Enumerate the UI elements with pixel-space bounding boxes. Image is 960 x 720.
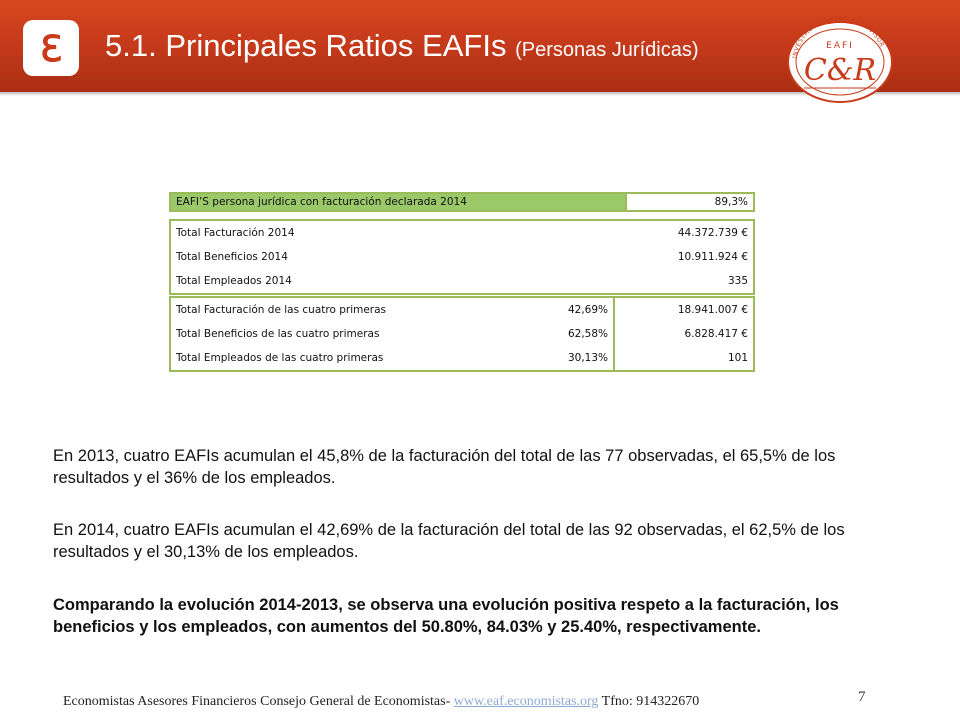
table-row [170, 322, 754, 346]
total-value: 44.372.739 € [677, 227, 748, 239]
eafi-cr-seal-logo [774, 2, 906, 106]
table-row [170, 346, 754, 371]
declared-value: 89,3% [626, 193, 754, 211]
economistas-logo-icon [29, 26, 73, 70]
footer-phone: Tfno: 914322670 [598, 694, 700, 709]
table-row [170, 220, 754, 245]
totals-table [169, 219, 755, 295]
seal-top-text: EAFI [826, 41, 854, 51]
top-four-value: 6.828.417 € [684, 328, 748, 340]
top-four-percent: 42,69% [533, 297, 614, 322]
table-row [170, 297, 754, 322]
top-four-percent: 62,58% [533, 322, 614, 346]
total-value: 10.911.924 € [677, 251, 748, 263]
top-four-label: Total Facturación de las cuatro primeras [176, 304, 387, 316]
paragraph-2014: En 2014, cuatro EAFIs acumulan el 42,69% de la facturación del total de las 92 observadas, el 62,5% de los resultados y el 30,13% de los empleados. [53, 520, 845, 561]
footer-text: Economistas Asesores Financieros Consejo General de Economistas- [63, 694, 454, 709]
top-four-value: 101 [727, 352, 748, 364]
top-four-value: 18.941.007 € [677, 304, 748, 316]
paragraph-comparison: Comparando la evolución 2014-2013, se observa una evolución positiva respeto a la facturación, los beneficios y los empleados, con aumentos del 50.80%, 84.03% y 25.40%, respectivamente. [53, 595, 839, 636]
top-four-table [169, 296, 755, 372]
eafi-declared-table [169, 192, 755, 212]
total-value: 335 [727, 275, 748, 287]
footer-link[interactable]: www.eaf.economistas.org [453, 694, 599, 709]
seal-monogram: C&R [803, 53, 877, 88]
table-row [170, 193, 754, 211]
logo-glyph: ℇ [39, 28, 63, 70]
page-number: 7 [858, 689, 866, 705]
page-title [105, 28, 698, 64]
paragraph-2013: En 2013, cuatro EAFIs acumulan el 45,8% de la facturación del total de las 77 observadas, el 65,5% de los resultados y el 36% de los empleados. [53, 446, 836, 487]
total-label: Total Beneficios 2014 [176, 251, 288, 263]
top-four-percent: 30,13% [533, 346, 614, 371]
top-four-label: Total Beneficios de las cuatro primeras [176, 328, 380, 340]
top-four-label: Total Empleados de las cuatro primeras [176, 352, 384, 364]
page-title-main: 5.1. Principales Ratios EAFIs [105, 28, 507, 63]
eafi-seal-icon [774, 2, 906, 106]
seal-ring-text: INVESTMENT FINANCIAL ADVISOR [791, 14, 886, 59]
declared-label: EAFI’S persona jurídica con facturación declarada 2014 [170, 193, 626, 211]
table-row [170, 269, 754, 294]
table-row [170, 245, 754, 269]
footer [63, 694, 699, 710]
page-title-sub: (Personas Jurídicas) [515, 39, 699, 61]
total-label: Total Empleados 2014 [176, 275, 292, 287]
total-label: Total Facturación 2014 [176, 227, 295, 239]
economistas-logo [23, 20, 79, 76]
